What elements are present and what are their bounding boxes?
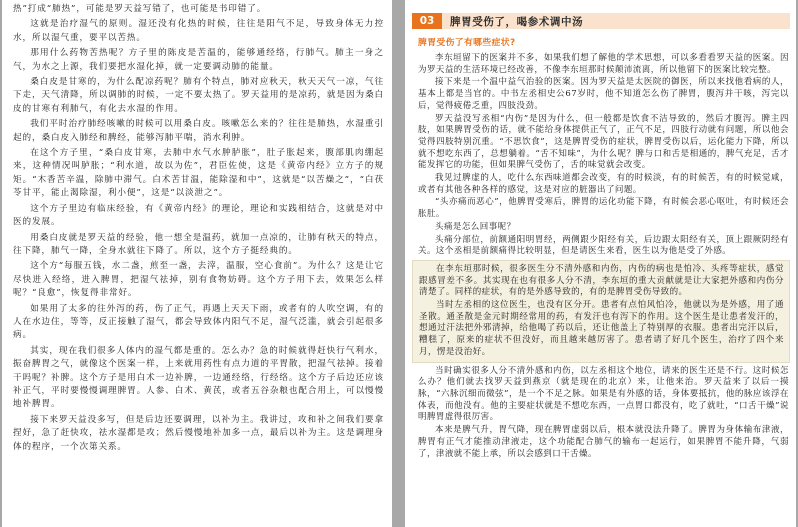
body-text	[412, 53, 790, 460]
highlight-box	[412, 260, 790, 363]
paragraph: 李东垣留下的医案并不多，如果我们想了解他的学术思想，可以多看看罗天益的医案。因为罗天益的生活环境已经改善，不像李东垣那时候颠沛流离，所以他留下的医案比较完整。	[418, 53, 789, 75]
paragraph: 我见过脾虚的人，吃什么东西味道都会改变，有的时候淡，有的时候苦，有的时候觉咸，或者有其他各种各样的感觉，这是对应的脏器出了问题。	[418, 173, 789, 195]
subheading: 脾胃受伤了有哪些症状?	[418, 38, 516, 48]
paragraph: 这就是治疗湿气的原则。湿还没有化热的时候，往往是阳气不足，导致身体无力控水，所以湿气重，要平以苦热。	[13, 19, 384, 43]
section-header	[412, 13, 790, 29]
paragraph: 热”打成“肺热”，可能是罗天益写错了，也可能是书印错了。	[13, 4, 267, 14]
paragraph: 接下来罗天益没多写，但是后边还要调理，以补为主。我讲过，攻和补之间我们要拿捏好，急了赶快攻，祛水湿都是攻；然后慢慢地补加多一点，最后以补为主。这是调理身体的程序，一个次第关系。	[13, 414, 384, 452]
paragraph: 当时确实很多人分不清外感和内伤，以左丞相这个地位，请来的医生还是不行。这时候怎么办？他们就去找罗天益到燕京（就是现在的北京）来，让他来治。罗天益来了以后一摸脉，“六脉沉细而微弦”，是一个不足之脉。如果是有外感的话，身体要抵抗，他的脉应该浮在体表，而他没有。他的主要症状就是不想吃东西，一点胃口都没有，吃了就吐，“口舌干燥”说明脾胃虚得很厉害。	[418, 365, 789, 423]
paragraph: “头亦痛而恶心”，他脾胃受寒后，脾胃的运化功能下降，有时候会恶心呕吐，有时候还会胀肚。	[418, 197, 789, 220]
paragraph: 那用什么药物苦热呢？方子里的陈皮是苦温的，能够通经络，行肺气。肺主一身之气，为水之上源，我们要把水湿化掉，就一定要调动肺的能量。	[13, 48, 384, 72]
box-paragraph: 当时左丞相的这位医生，也没有区分开。患者有点怕风怕冷，他就以为是外感，用了通圣散。通圣散是金元时期经常用的药，有发汗也有泻下的作用。这个医生是让患者发汗的，想通过汗法把外邪清掉，给他喝了药以后，还让他盖上了特别厚的衣服。患者出完汗以后，糟糕了，原来的症状不但没好，而且越来越厉害了。患者请了好几个医生，治疗了四个来月，愣是没治好。	[419, 300, 784, 357]
paragraph: 头痛是怎么回事呢？	[435, 221, 516, 232]
paragraph: 在这个方子里，“桑白皮甘寒，去肺中水气水肿胪胀”，肚子胀起来，腹部肌肉绷起来，这种情况叫胪胀；“利水道，故以为佐”，君臣佐使，这是《黄帝内经》立方子的规矩。“木香苦辛温，除肺中滞气。白术苦甘温，能除湿和中”，这就是“以苦燥之”，“白茯苓甘平，能止渴除湿，利小便”，这是“以淡泄之”。	[13, 148, 384, 199]
paragraph: 这个方“每服五钱，水二盏，煎至一盏，去滓，温服，空心食前”。为什么？这是让它尽快进入经络，进入脾胃，把湿气祛掉，别有食物妨碍。这个方子用下去，效果怎么样呢？“良愈”，恢复得非常好。	[13, 261, 384, 299]
paragraph: 头痛分部位，前额通阳明胃经，两侧跟少阳经有关，后边跟太阳经有关，顶上跟厥阴经有关。这个丞相是前额痛得比较明显，但是请医生来看，医生以为他是受了外感。	[418, 234, 789, 257]
section-number: 03	[412, 13, 442, 29]
paragraph: 桑白皮是甘寒的，为什么配凉药呢？肺有个特点，肺对应秋天，秋天天气一凉，气往下走，天气清降，所以调肺的时候，一定不要太热了。罗天益用的是凉药，就是因为桑白皮的甘寒有利肺气，有化去水湿的作用。	[13, 77, 384, 114]
paragraph: 罗天益没写丞相“内伤”是因为什么，但一般都是饮食不洁导致的，然后才腹泻。脾主四肢，如果脾胃受伤的话，就不能给身体提供正气了，正气不足，四肢行动就有问题，所以他会觉得四肢特别沉重。“不思饮食”，这是脾胃受伤的症状，脾胃受伤以后，运化能力下降，所以就不想吃东西了，总想躺着。“舌不知味”，为什么呢？脾与口和舌是相通的，脾气充足，舌才能发挥它的功能，但如果脾气受伤了，舌的味觉就会改变。	[418, 113, 789, 171]
box-paragraph: 在李东垣那时候，很多医生分不清外感和内伤，内伤的病也是怕冷、头疼等症状，感觉跟感冒差不多。其实现在也有很多人分不清，李东垣的重大贡献就是让大家把外感和内伤分清楚了。同样的症状，有的是外感导致的，有的是脾胃受伤导致的。	[419, 263, 784, 298]
paragraph: 本来是脾气升，胃气降，现在脾胃虚弱以后，根本就没法升降了。脾胃为身体输布津液，脾胃有正气才能推动津液走，这个功能配合肺气的输布一起运行，如果脾胃不能升降，气弱了，津液就不能上承，所以会感到口干舌燥。	[418, 425, 789, 459]
section-title: 脾胃受伤了，喝参术调中汤	[442, 13, 790, 29]
paragraph: 用桑白皮就是罗天益的经验，他一想全是温药，就加一点凉的，让肺有秋天的特点，往下降，肺气一降，全身水就往下降了。所以，这个方子挺经典的。	[13, 232, 384, 256]
paragraph: 接下来是一个温中益气治验的医案。因为罗天益是太医院的御医，所以来找他看病的人，基本上都是当官的。中书左丞相史公67岁时，他不知道怎么伤了脾胃，腹泻并干咳，泻完以后，觉得疲倦乏重，四肢没劲。	[418, 77, 789, 111]
left-page	[2, 0, 392, 527]
paragraph: 其实，现在我们很多人体内的湿气都是重的。怎么办？急的时候就得赶快行气利水，振奋脾胃之气，就像这个医案一样，上来就用药性有点力道的平胃散，把湿气祛掉。接着干吗呢？补脾。这个方子是用白术一边补脾，一边通经络，行经络。这个方子后边还应该补正气，平时要慢慢调理脾胃。人参、白术、黄芪，或者五谷杂粮也配合用上，可以慢慢地补脾胃。	[13, 345, 384, 410]
paragraph: 如果用了太多的往外泻的药，伤了正气，再遇上天天下雨，或者有的人吹空调，有的人在水边住，等等，反正接触了湿气，都会导致体内阳气不足，湿气泛滥，就会引起很多病。	[13, 303, 384, 341]
right-page	[405, 0, 796, 527]
paragraph: 这个方子里边有临床经验，有《黄帝内经》的理论，理论和实践相结合，这就是对中医的发展。	[13, 203, 384, 228]
paragraph: 我们平时治疗肺经咳嗽的时候可以用桑白皮。咳嗽怎么来的？往往是肺热，水湿重引起的，桑白皮入肺经和脾经，能够泻肺平喘，消水利肿。	[13, 119, 384, 143]
